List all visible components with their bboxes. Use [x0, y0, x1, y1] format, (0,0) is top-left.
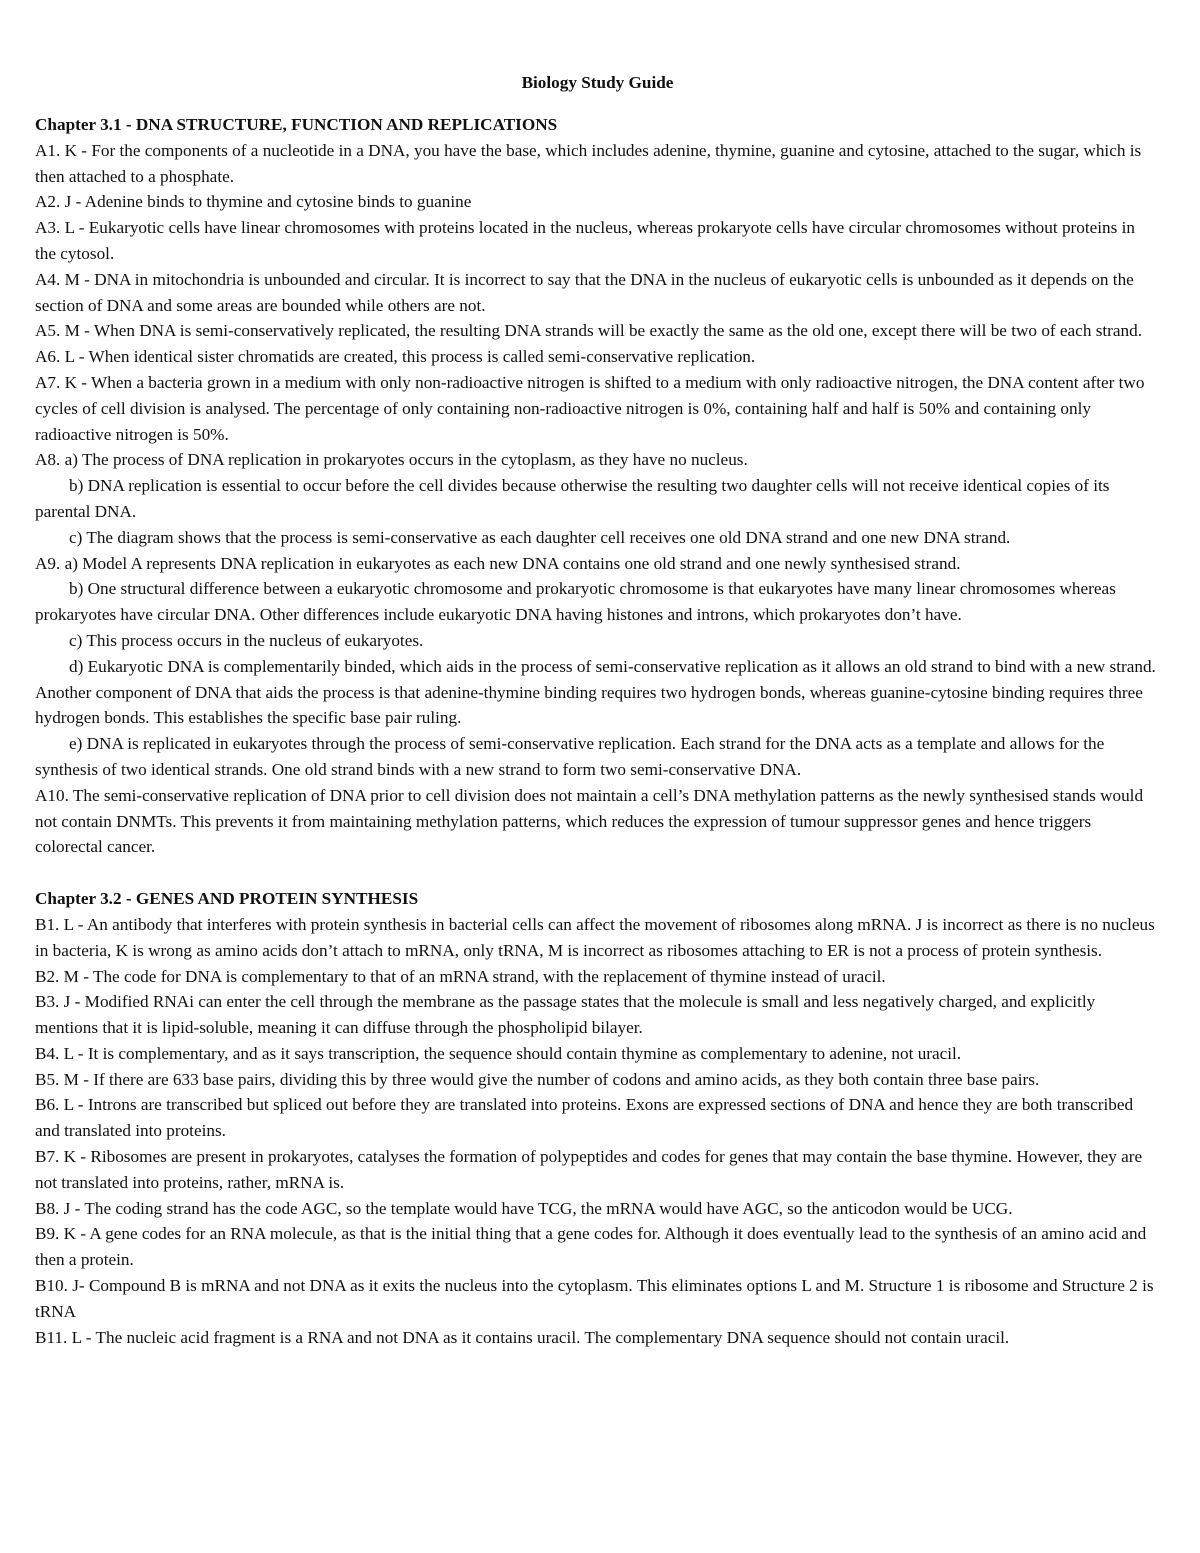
answer-b2: B2. M - The code for DNA is complementary to that of an mRNA strand, with the replacement of thymine instead of uracil. [35, 966, 886, 986]
section-spacer [35, 860, 1160, 886]
answer-b6: B6. L - Introns are transcribed but spliced out before they are translated into proteins. Exons are expressed sections of DNA and hence they are both transcribed and translated into proteins. [35, 1095, 1134, 1141]
answer-a8b: b) DNA replication is essential to occur before the cell divides because otherwise the resulting two daughter cells will not receive identical copies of its parental DNA. [35, 476, 1110, 521]
answer-b4: B4. L - It is complementary, and as it says transcription, the sequence should contain thymine as complementary to adenine, not uracil. [35, 1043, 962, 1063]
answer-b8: B8. J - The coding strand has the code AGC, so the template would have TCG, the mRNA would have AGC, so the anticodon would be UCG. [35, 1198, 1013, 1218]
answer-a9e: e) DNA is replicated in eukaryotes through the process of semi-conservative replication. Each strand for the DNA acts as a template and allows for the synthesis of two identical strands. One old strand binds with a new strand to form two semi-conservative DNA. [35, 734, 1105, 779]
answer-a4: A4. M - DNA in mitochondria is unbounded and circular. It is incorrect to say that the DNA in the nucleus of eukaryotic cells is unbounded as it depends on the section of DNA and some areas are bounded while others are not. [35, 269, 1134, 315]
chapter-heading: Chapter 3.1 - DNA STRUCTURE, FUNCTION AND REPLICATIONS [35, 115, 558, 134]
chapter-3-2-section [35, 886, 1160, 1350]
chapter-3-1-section [35, 112, 1160, 860]
answer-a7: A7. K - When a bacteria grown in a medium with only non-radioactive nitrogen is shifted to a medium with only radioactive nitrogen, the DNA content after two cycles of cell division is analysed. The percentage of only containing non-radioactive nitrogen is 0%, containing half and half is 50% and containing only radioactive nitrogen is 50%. [35, 372, 1145, 444]
answer-a9a: A9. a) Model A represents DNA replication in eukaryotes as each new DNA contains one old strand and one newly synthesised strand. [35, 553, 961, 573]
answer-a9b: b) One structural difference between a eukaryotic chromosome and prokaryotic chromosome is that eukaryotes have many linear chromosomes whereas prokaryotes have circular DNA. Other differences include eukaryotic DNA having histones and introns, which prokaryotes don’t have. [35, 579, 1116, 625]
document-title: Biology Study Guide [521, 73, 674, 92]
answer-b9: B9. K - A gene codes for an RNA molecule, as that is the initial thing that a gene codes for. Although it does eventually lead to the synthesis of an amino acid and then a protein. [35, 1224, 1147, 1270]
answer-a9d: d) Eukaryotic DNA is complementarily binded, which aids in the process of semi-conservative replication as it allows an old strand to bind with a new strand. Another component of DNA that aids the process is that adenine-thymine binding requires two hydrogen bonds, whereas guanine-cytosine binding requires three hydrogen bonds. This establishes the specific base pair ruling. [35, 656, 1156, 728]
answer-a10: A10. The semi-conservative replication of DNA prior to cell division does not maintain a cell’s DNA methylation patterns as the newly synthesised stands would not contain DNMTs. This prevents it from maintaining methylation patterns, which reduces the expression of tumour suppressor genes and hence triggers colorectal cancer. [35, 785, 1144, 857]
chapter-heading: Chapter 3.2 - GENES AND PROTEIN SYNTHESIS [35, 889, 419, 909]
answer-a5: A5. M - When DNA is semi-conservatively replicated, the resulting DNA strands will be exactly the same as the old one, except there will be two of each strand. [35, 321, 1143, 341]
answer-b3: B3. J - Modified RNAi can enter the cell through the membrane as the passage states that the molecule is small and less negatively charged, and explicitly mentions that it is lipid-soluble, meaning it can diffuse through the phospholipid bilayer. [35, 992, 1096, 1038]
answer-b1: B1. L - An antibody that interferes with protein synthesis in bacterial cells can affect the movement of ribosomes along mRNA. J is incorrect as there is no nucleus in bacteria, K is wrong as amino acids don’t attach to mRNA, only tRNA, M is incorrect as ribosomes attaching to ER is not a process of protein synthesis. [35, 914, 1155, 960]
answer-a6: A6. L - When identical sister chromatids are created, this process is called semi-conservative replication. [35, 347, 756, 367]
answer-a3: A3. L - Eukaryotic cells have linear chromosomes with proteins located in the nucleus, whereas prokaryote cells have circular chromosomes without proteins in the cytosol. [35, 218, 1135, 263]
answer-a1: A1. K - For the components of a nucleotide in a DNA, you have the base, which includes adenine, thymine, guanine and cytosine, attached to the sugar, which is then attached to a phosphate. [35, 140, 1142, 186]
answer-a8c: c) The diagram shows that the process is semi-conservative as each daughter cell receives one old DNA strand and one new DNA strand. [69, 527, 1011, 547]
answer-a8a: A8. a) The process of DNA replication in prokaryotes occurs in the cytoplasm, as they have no nucleus. [35, 450, 748, 470]
answer-b5: B5. M - If there are 633 base pairs, dividing this by three would give the number of codons and amino acids, as they both contain three base pairs. [35, 1069, 1040, 1089]
answer-b11: B11. L - The nucleic acid fragment is a RNA and not DNA as it contains uracil. The complementary DNA sequence should not contain uracil. [35, 1327, 1010, 1347]
answer-a2: A2. J - Adenine binds to thymine and cytosine binds to guanine [35, 192, 472, 212]
answer-a9c: c) This process occurs in the nucleus of eukaryotes. [69, 630, 424, 650]
answer-b7: B7. K - Ribosomes are present in prokaryotes, catalyses the formation of polypeptides and codes for genes that may contain the base thymine. However, they are not translated into proteins, rather, mRNA is. [35, 1147, 1143, 1192]
answer-b10: B10. J- Compound B is mRNA and not DNA as it exits the nucleus into the cytoplasm. This eliminates options L and M. Structure 1 is ribosome and Structure 2 is tRNA [35, 1276, 1154, 1321]
